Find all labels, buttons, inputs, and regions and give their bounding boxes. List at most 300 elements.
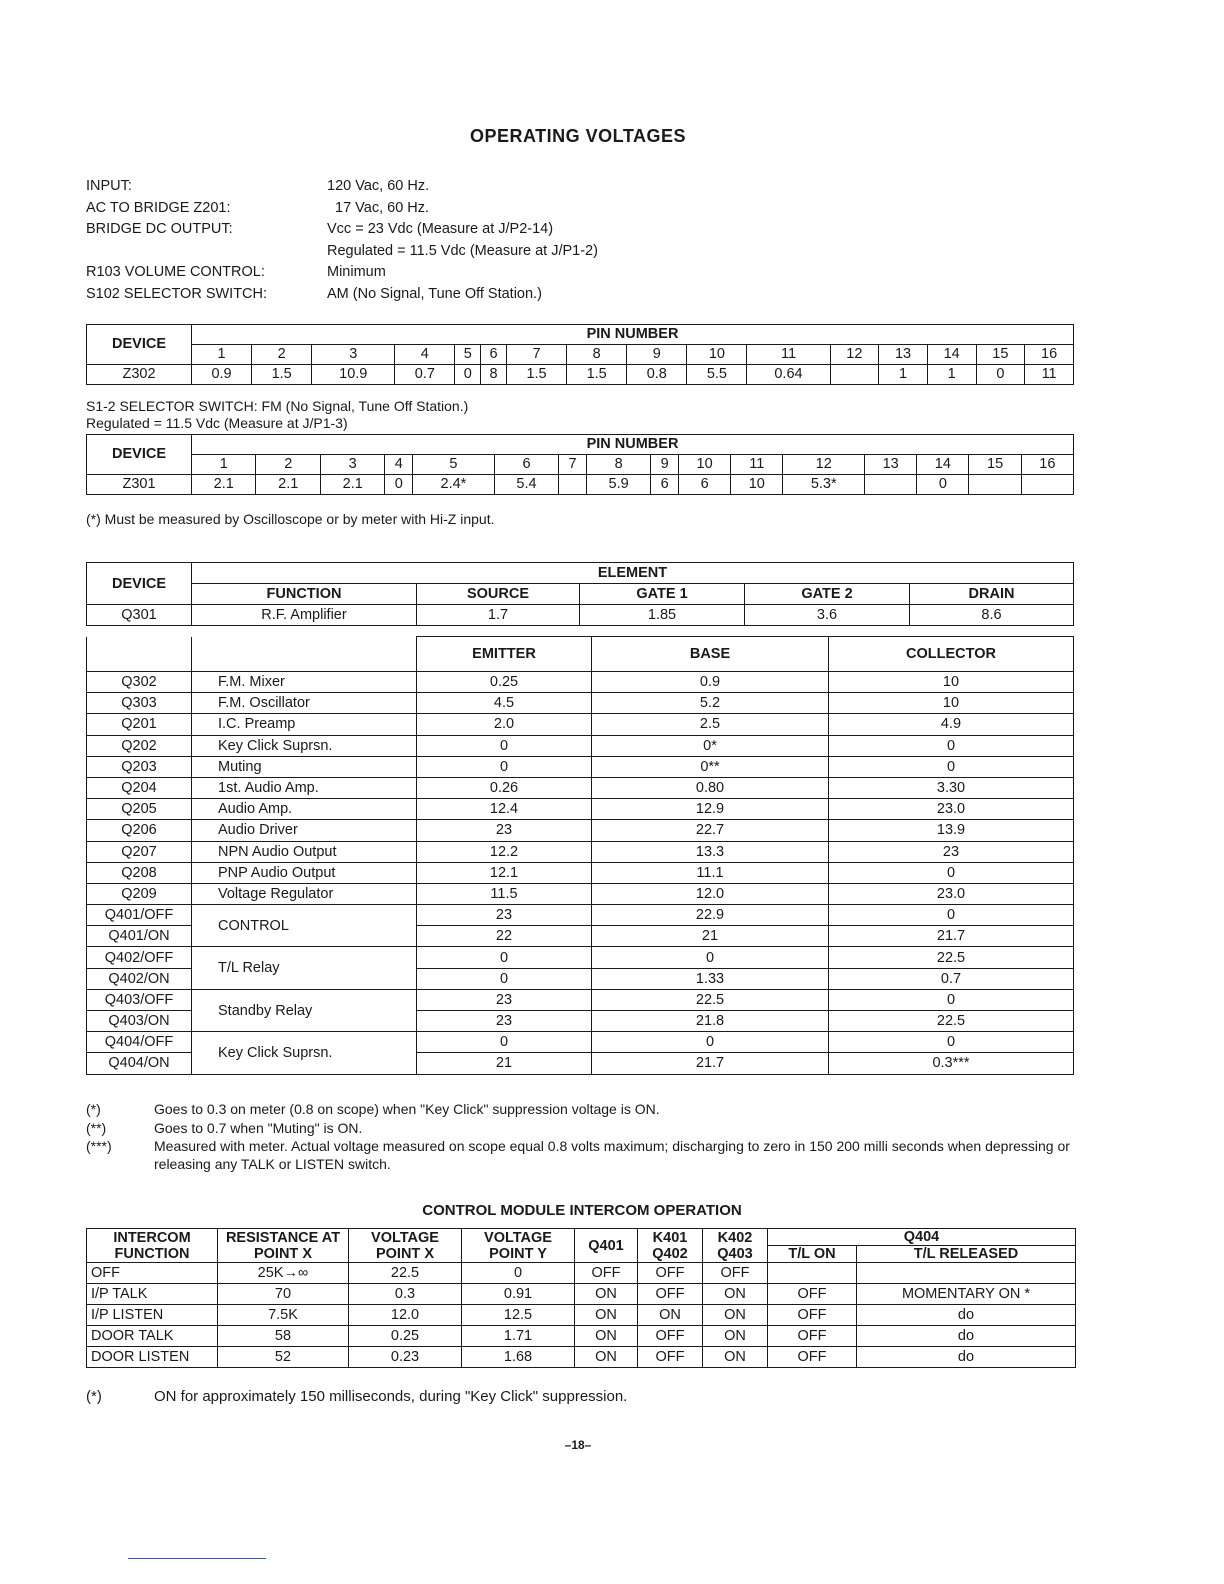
transistor-element-table [86,636,1074,1075]
emitter-cell: 0 [417,1032,592,1053]
pin-value: 2.1 [320,475,384,495]
table-row [87,735,1074,756]
table-row [87,475,1074,495]
emitter-cell: 12.4 [417,799,592,820]
pin-label: 13 [865,455,917,475]
spec-row [86,198,598,220]
resistance-cell: 70 [218,1284,349,1305]
collector-cell: 0 [829,905,1074,926]
voltage-x-cell: 12.0 [349,1305,462,1326]
drain-cell: 8.6 [910,605,1074,626]
base-cell: 0.80 [592,777,829,798]
base-cell: 0 [592,947,829,968]
collector-cell: 21.7 [829,926,1074,947]
pin-value: 2.1 [256,475,320,495]
q401-cell: ON [575,1326,638,1347]
device-cell: Z301 [87,475,192,495]
emitter-cell: 2.0 [417,714,592,735]
spec-label: BRIDGE DC OUTPUT: [86,221,233,237]
collector-cell: 0 [829,735,1074,756]
emitter-cell: 11.5 [417,883,592,904]
spec-label: S102 SELECTOR SWITCH: [86,285,268,302]
device-cell: Q402/ON [87,968,192,989]
footnote-text: Goes to 0.3 on meter (0.8 on scope) when "Key Click" suppression voltage is ON. [154,1101,660,1117]
spec-value: Minimum [327,264,386,280]
base-cell: 22.9 [592,905,829,926]
spec-value: 17 Vac, 60 Hz. [335,199,430,216]
function-header: FUNCTION [192,584,417,605]
device-cell: Q403/ON [87,1011,192,1032]
base-cell: 21.8 [592,1011,829,1032]
function-cell: I.C. Preamp [192,714,417,735]
pin-value [830,365,879,385]
pin-value: 0.7 [395,365,455,385]
bjt-header-row [87,637,1074,672]
collector-cell: 3.30 [829,777,1074,798]
q401-cell: OFF [575,1263,638,1284]
tl-released-cell: MOMENTARY ON * [857,1284,1076,1305]
device-cell: Q203 [87,756,192,777]
base-header: BASE [592,637,829,672]
spec-label: INPUT: [86,178,132,194]
device-cell: Q403/OFF [87,989,192,1010]
pin-value: 2.1 [192,475,256,495]
pin-value: 0 [385,475,413,495]
pin-label: 9 [627,345,687,365]
pin-value: 1.5 [506,365,566,385]
collector-cell: 0 [829,989,1074,1010]
pin-label: 3 [320,455,384,475]
voltage-y-cell: 12.5 [462,1305,575,1326]
table-row [87,777,1074,798]
k402-cell: ON [703,1284,768,1305]
voltage-x-cell: 22.5 [349,1263,462,1284]
intercom-table [86,1228,1076,1368]
regulated-note: Regulated = 11.5 Vdc (Measure at J/P1-3) [86,415,348,431]
spec-label [86,241,327,263]
k402-cell: ON [703,1326,768,1347]
pin-label: 6 [494,455,558,475]
spec-label: R103 VOLUME CONTROL: [86,264,265,280]
intercom-function-cell: I/P LISTEN [87,1305,218,1326]
k401-cell: OFF [638,1284,703,1305]
footnote-text: Measured with meter. Actual voltage measured on scope equal 0.8 volts maximum; discharging to zero in 150 200 milli seconds when depressing or releasing any TALK or LISTEN switch. [154,1138,1070,1172]
table-row [87,1326,1076,1347]
tl-released-cell: do [857,1347,1076,1368]
pin-value: 10.9 [312,365,395,385]
pin-value: 6 [679,475,731,495]
intercom-header-row [87,1229,1076,1246]
emitter-cell: 0 [417,947,592,968]
function-cell: Audio Amp. [192,799,417,820]
table-row [87,989,1074,1010]
source-cell: 1.7 [417,605,580,626]
resistance-header: RESISTANCE AT POINT X [218,1229,349,1263]
intercom-function-cell: DOOR TALK [87,1326,218,1347]
collector-cell: 0 [829,756,1074,777]
function-cell: PNP Audio Output [192,862,417,883]
collector-cell: 0 [829,862,1074,883]
device-cell: Q303 [87,693,192,714]
base-cell: 1.33 [592,968,829,989]
table-row [87,365,1074,385]
spec-value: Vcc = 23 Vdc (Measure at J/P2-14) [327,221,554,237]
intercom-function-cell: I/P TALK [87,1284,218,1305]
base-cell: 21 [592,926,829,947]
collector-cell: 4.9 [829,714,1074,735]
q401-cell: ON [575,1284,638,1305]
table-row [87,714,1074,735]
function-cell: CONTROL [192,905,417,947]
pin-header-row [87,345,1074,365]
device-cell: Q401/ON [87,926,192,947]
device-header: DEVICE [87,563,192,605]
base-cell: 13.3 [592,841,829,862]
resistance-cell: 52 [218,1347,349,1368]
base-cell: 2.5 [592,714,829,735]
table-row [87,1284,1076,1305]
device-cell: Q204 [87,777,192,798]
intercom-function-cell: OFF [87,1263,218,1284]
selector-note: S1-2 SELECTOR SWITCH: FM (No Signal, Tune Off Station.) [86,398,469,414]
emitter-cell: 23 [417,989,592,1010]
collector-cell: 10 [829,693,1074,714]
pin-value: 0 [917,475,969,495]
pin-number-header: PIN NUMBER [192,325,1074,345]
pin-label: 16 [1025,345,1074,365]
element-header: ELEMENT [192,563,1074,584]
device-cell: Q402/OFF [87,947,192,968]
voltage-x-cell: 0.25 [349,1326,462,1347]
pin-value: 1.5 [567,365,627,385]
tl-on-cell: OFF [768,1284,857,1305]
emitter-cell: 0 [417,756,592,777]
function-cell: F.M. Mixer [192,672,417,693]
device-cell: Q301 [87,605,192,626]
device-header: DEVICE [87,325,192,365]
k402-header: K402 Q403 [703,1229,768,1263]
footnote-text: Goes to 0.7 when "Muting" is ON. [154,1120,363,1136]
operating-specs [86,176,598,305]
table-row [87,672,1074,693]
device-cell: Q207 [87,841,192,862]
pin-value: 10 [731,475,783,495]
pin-label: 7 [506,345,566,365]
z302-pin-table [86,324,1074,385]
pin-value: 5.3* [783,475,865,495]
spec-label: AC TO BRIDGE Z201: [86,199,231,216]
pin-value [969,475,1021,495]
function-cell: Audio Driver [192,820,417,841]
pin-value: 0 [976,365,1025,385]
pin-value: 0.9 [192,365,252,385]
intercom-function-cell: DOOR LISTEN [87,1347,218,1368]
table-row [87,862,1074,883]
device-cell: Q202 [87,735,192,756]
emitter-cell: 22 [417,926,592,947]
q401-cell: ON [575,1347,638,1368]
intercom-function-header: INTERCOM FUNCTION [87,1229,218,1263]
table-row [87,841,1074,862]
pin-label: 11 [747,345,830,365]
emitter-cell: 0.25 [417,672,592,693]
device-cell: Q401/OFF [87,905,192,926]
footnote-mark: (*) [86,1388,102,1405]
table-row [87,799,1074,820]
base-cell: 0.9 [592,672,829,693]
tl-on-cell: OFF [768,1326,857,1347]
k401-cell: OFF [638,1347,703,1368]
gate2-cell: 3.6 [745,605,910,626]
emitter-cell: 23 [417,820,592,841]
q404-header: Q404 [768,1229,1076,1246]
table-row [87,605,1074,626]
pin-label: 2 [256,455,320,475]
emitter-cell: 21 [417,1053,592,1074]
intercom-title: CONTROL MODULE INTERCOM OPERATION [422,1202,742,1219]
drain-header: DRAIN [910,584,1074,605]
tl-released-cell: do [857,1326,1076,1347]
pin-label: 5 [455,345,481,365]
table-row [87,905,1074,926]
pin-value [1021,475,1073,495]
emitter-cell: 23 [417,905,592,926]
base-cell: 0** [592,756,829,777]
device-cell: Q404/OFF [87,1032,192,1053]
tl-on-cell: OFF [768,1347,857,1368]
bottom-rule [128,1558,266,1559]
resistance-cell: 25K→∞ [218,1263,349,1284]
emitter-cell: 12.2 [417,841,592,862]
pin-number-header: PIN NUMBER [192,435,1074,455]
pin-label: 4 [395,345,455,365]
spec-value: 120 Vac, 60 Hz. [327,178,430,194]
pin-value: 0 [455,365,481,385]
emitter-cell: 0.26 [417,777,592,798]
collector-cell: 23 [829,841,1074,862]
pin-label: 1 [192,455,256,475]
tl-released-cell [857,1263,1076,1284]
pin-label: 12 [783,455,865,475]
table-row [87,883,1074,904]
footnote-mark: (**) [86,1120,107,1136]
device-header: DEVICE [87,435,192,475]
base-cell: 12.9 [592,799,829,820]
device-cell: Q302 [87,672,192,693]
base-cell: 5.2 [592,693,829,714]
spec-row [86,176,598,198]
q401-header: Q401 [575,1229,638,1263]
pin-label: 8 [586,455,650,475]
tl-released-header: T/L RELEASED [857,1246,1076,1263]
pin-label: 6 [481,345,507,365]
function-cell: R.F. Amplifier [192,605,417,626]
voltage-y-header: VOLTAGE POINT Y [462,1229,575,1263]
pin-label: 5 [413,455,495,475]
q401-cell: ON [575,1305,638,1326]
fet-header-row [87,584,1074,605]
collector-cell: 23.0 [829,799,1074,820]
collector-cell: 22.5 [829,1011,1074,1032]
table-row [87,756,1074,777]
collector-cell: 10 [829,672,1074,693]
table-row [87,1032,1074,1053]
collector-cell: 0.7 [829,968,1074,989]
spec-value: AM (No Signal, Tune Off Station.) [327,285,542,302]
pin-label: 2 [252,345,312,365]
tl-on-cell [768,1263,857,1284]
resistance-cell: 7.5K [218,1305,349,1326]
k401-cell: ON [638,1305,703,1326]
function-cell: 1st. Audio Amp. [192,777,417,798]
emitter-header: EMITTER [417,637,592,672]
table-row [87,693,1074,714]
function-cell: Key Click Suprsn. [192,1032,417,1074]
page-number: –18– [564,1438,592,1452]
function-cell: Muting [192,756,417,777]
footnote [86,1137,1076,1173]
spec-value: Regulated = 11.5 Vdc (Measure at J/P1-2) [327,242,598,259]
voltage-x-cell: 0.3 [349,1284,462,1305]
pin-value [559,475,587,495]
emitter-cell: 23 [417,1011,592,1032]
pin-label: 1 [192,345,252,365]
base-cell: 0* [592,735,829,756]
pin-label: 7 [559,455,587,475]
footnote-mark: (***) [86,1138,112,1154]
collector-cell: 23.0 [829,883,1074,904]
footnote [86,1100,660,1118]
pin-value: 6 [651,475,679,495]
device-cell: Q404/ON [87,1053,192,1074]
pin-value: 0.64 [747,365,830,385]
pin-label: 3 [312,345,395,365]
footnote [86,1119,362,1137]
voltage-x-cell: 0.23 [349,1347,462,1368]
pin-value: 1 [879,365,928,385]
empty-cell [192,637,417,672]
base-cell: 21.7 [592,1053,829,1074]
pin-label: 9 [651,455,679,475]
z301-pin-table [86,434,1074,495]
tl-on-header: T/L ON [768,1246,857,1263]
gate1-header: GATE 1 [580,584,745,605]
pin-value: 1.5 [252,365,312,385]
k402-cell: OFF [703,1263,768,1284]
emitter-cell: 0 [417,968,592,989]
function-cell: T/L Relay [192,947,417,989]
device-cell: Q201 [87,714,192,735]
voltage-y-cell: 1.71 [462,1326,575,1347]
device-cell: Q206 [87,820,192,841]
k402-cell: ON [703,1305,768,1326]
table-row [87,1347,1076,1368]
tl-on-cell: OFF [768,1305,857,1326]
collector-header: COLLECTOR [829,637,1074,672]
footnote-mark: (*) [86,1101,101,1117]
emitter-cell: 4.5 [417,693,592,714]
function-cell: F.M. Oscillator [192,693,417,714]
gate2-header: GATE 2 [745,584,910,605]
source-header: SOURCE [417,584,580,605]
spec-row [86,241,598,263]
spec-row [86,262,598,284]
pin-value: 5.9 [586,475,650,495]
function-cell: Standby Relay [192,989,417,1031]
pin-value: 8 [481,365,507,385]
collector-cell: 0 [829,1032,1074,1053]
k402-cell: ON [703,1347,768,1368]
pin-label: 14 [927,345,976,365]
footnote-text: ON for approximately 150 milliseconds, during "Key Click" suppression. [154,1388,628,1405]
resistance-cell: 58 [218,1326,349,1347]
device-cell: Q208 [87,862,192,883]
pin-value: 5.5 [687,365,747,385]
pin-label: 11 [731,455,783,475]
collector-cell: 0.3*** [829,1053,1074,1074]
device-cell: Z302 [87,365,192,385]
base-cell: 11.1 [592,862,829,883]
function-cell: NPN Audio Output [192,841,417,862]
pin-label: 10 [687,345,747,365]
collector-cell: 13.9 [829,820,1074,841]
pin-label: 4 [385,455,413,475]
pin-label: 16 [1021,455,1073,475]
pin-label: 12 [830,345,879,365]
pin-value: 0.8 [627,365,687,385]
collector-cell: 22.5 [829,947,1074,968]
pin-value: 2.4* [413,475,495,495]
pin-label: 10 [679,455,731,475]
intercom-footnote [86,1388,627,1406]
voltage-y-cell: 1.68 [462,1347,575,1368]
page-title: OPERATING VOLTAGES [469,126,686,146]
fet-element-table [86,562,1074,626]
pin-label: 15 [969,455,1021,475]
k401-cell: OFF [638,1326,703,1347]
pin-value: 5.4 [494,475,558,495]
emitter-cell: 12.1 [417,862,592,883]
pin-value: 11 [1025,365,1074,385]
emitter-cell: 0 [417,735,592,756]
device-cell: Q209 [87,883,192,904]
gate1-cell: 1.85 [580,605,745,626]
pin-value: 1 [927,365,976,385]
k401-header: K401 Q402 [638,1229,703,1263]
k401-cell: OFF [638,1263,703,1284]
pin-value [865,475,917,495]
voltage-x-header: VOLTAGE POINT X [349,1229,462,1263]
pin-label: 8 [567,345,627,365]
spec-row [86,284,598,306]
table-row [87,947,1074,968]
voltage-y-cell: 0.91 [462,1284,575,1305]
oscilloscope-note: (*) Must be measured by Oscilloscope or by meter with Hi-Z input. [86,511,495,527]
pin-label: 14 [917,455,969,475]
base-cell: 12.0 [592,883,829,904]
empty-cell [87,637,192,672]
function-cell: Key Click Suprsn. [192,735,417,756]
table-row [87,820,1074,841]
device-cell: Q205 [87,799,192,820]
base-cell: 22.7 [592,820,829,841]
function-cell: Voltage Regulator [192,883,417,904]
table-row [87,1263,1076,1284]
base-cell: 0 [592,1032,829,1053]
table-row [87,1305,1076,1326]
pin-label: 13 [879,345,928,365]
tl-released-cell: do [857,1305,1076,1326]
